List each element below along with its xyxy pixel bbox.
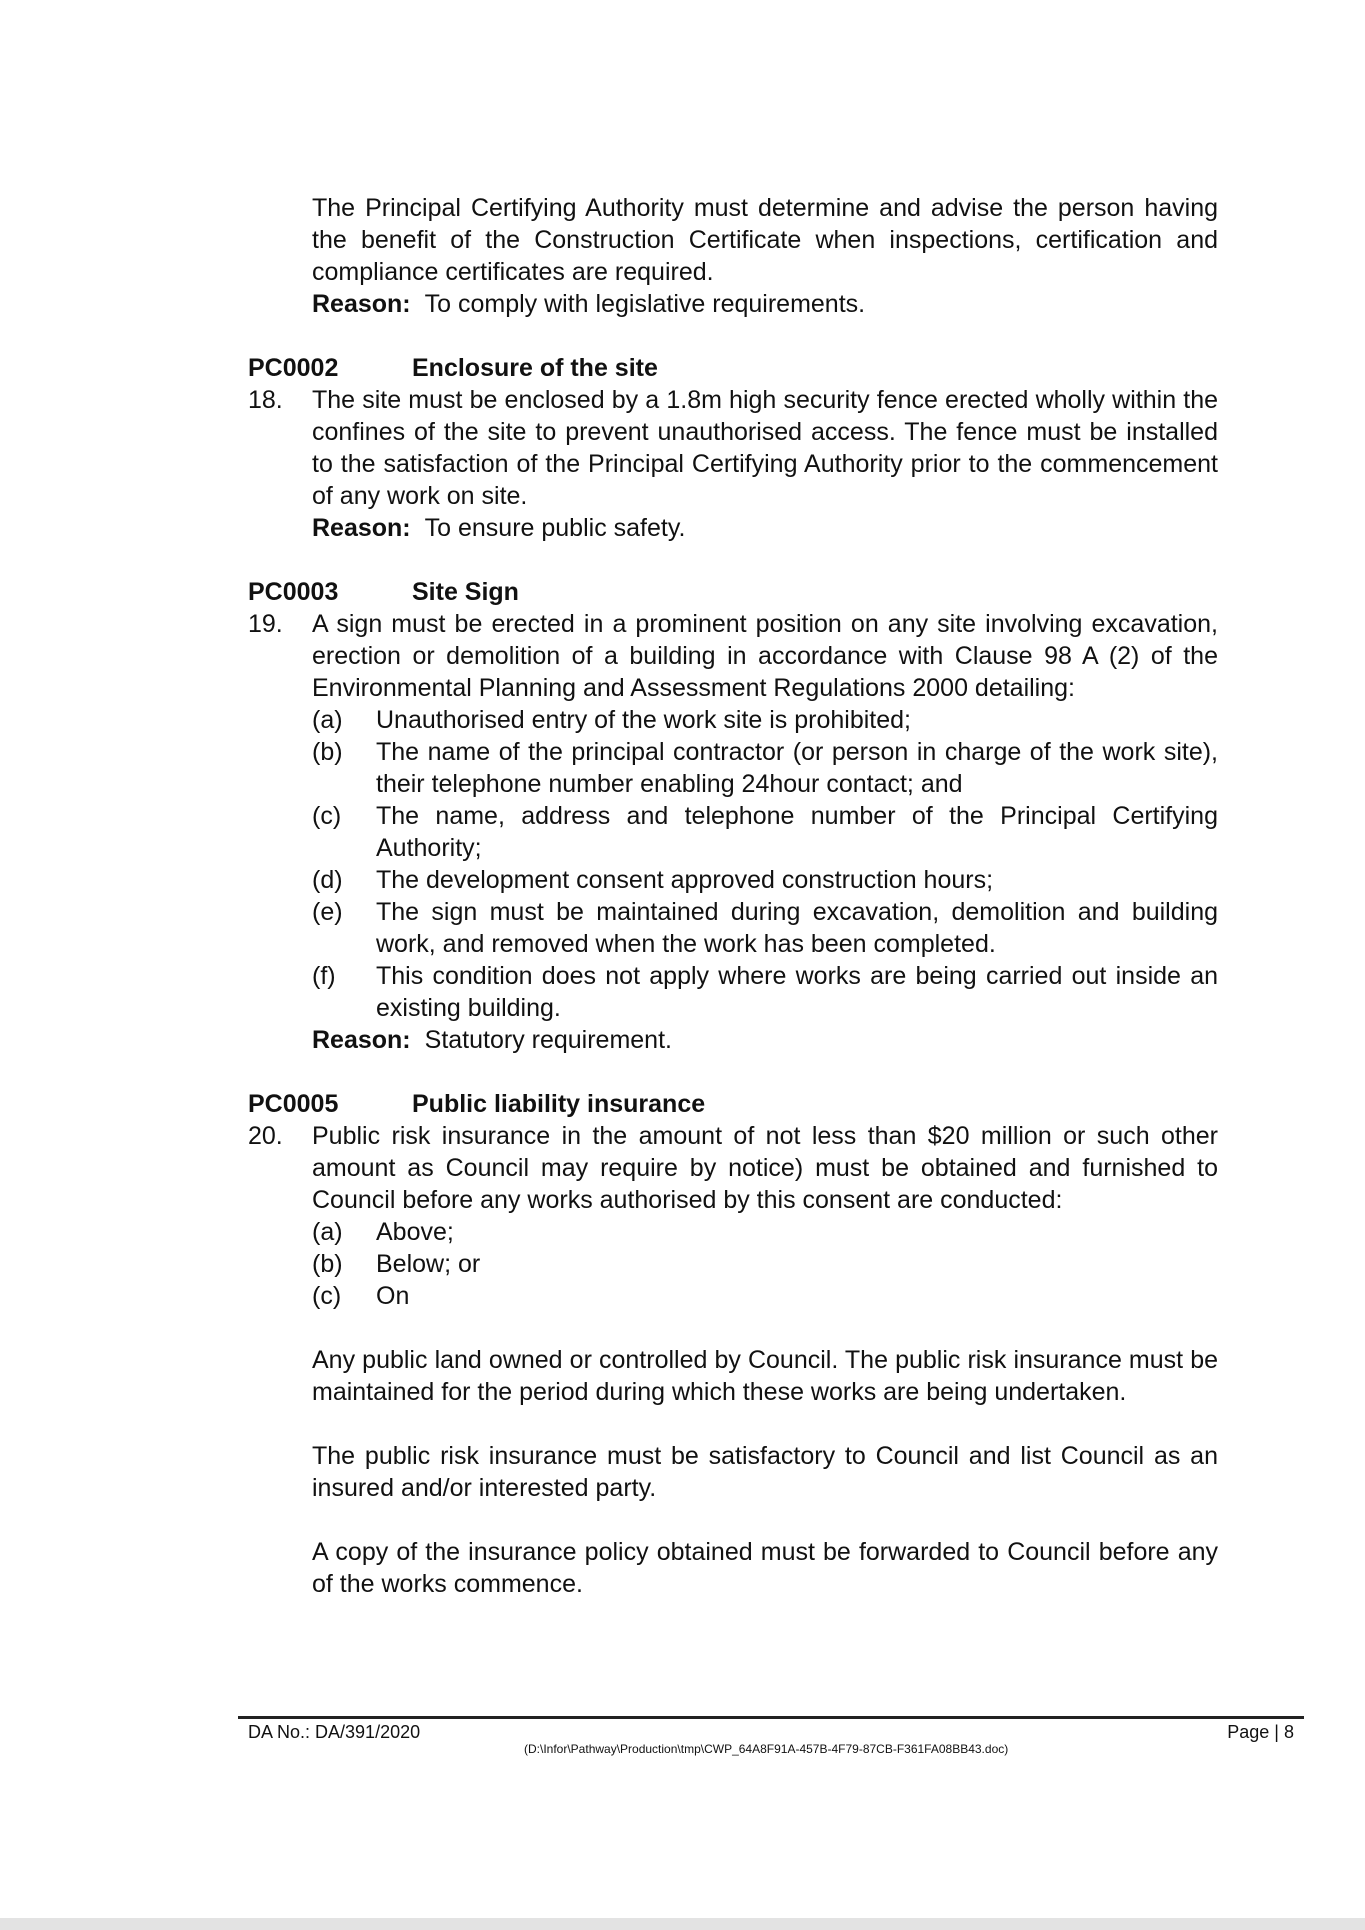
reason-text: Statutory requirement.	[424, 1026, 672, 1054]
sub-list-item	[312, 960, 1218, 1024]
sub-item-text: The sign must be maintained during excavation, demolition and building work, and removed when the work has been completed.	[376, 898, 1218, 958]
condition-item	[248, 608, 1218, 704]
condition-section	[248, 1088, 1218, 1600]
condition-text: Public risk insurance in the amount of not less than $20 million or such other amount as Council may require by notice) must be obtained and furnished to Council before any works authorised by this consent are conducted:	[312, 1122, 1218, 1214]
condition-section	[248, 576, 1218, 1056]
footer-da-number: DA No.: DA/391/2020	[248, 1722, 421, 1742]
sub-item-label: (a)	[312, 706, 343, 734]
sub-item-label: (b)	[312, 738, 343, 766]
sub-item-text: Below; or	[376, 1250, 481, 1278]
footer-page-number: Page | 8	[1227, 1722, 1294, 1742]
section-heading	[248, 1088, 1218, 1120]
sub-list-item	[312, 896, 1218, 960]
condition-reason	[312, 1024, 1218, 1056]
body-paragraph: Any public land owned or controlled by Council. The public risk insurance must be maintained for the period during which these works are being undertaken.	[312, 1346, 1218, 1406]
sub-item-label: (a)	[312, 1218, 343, 1246]
footer-file-path: (D:\Infor\Pathway\Production\tmp\CWP_64A8F91A-457B-4F79-87CB-F361FA08BB43.doc)	[524, 1742, 1009, 1756]
reason-text: To comply with legislative requirements.	[424, 290, 866, 318]
sub-list-item	[312, 1216, 1218, 1248]
condition-item	[248, 384, 1218, 512]
sub-item-label: (f)	[312, 962, 336, 990]
condition-code: PC0005	[248, 1090, 339, 1118]
body-paragraph: The public risk insurance must be satisfactory to Council and list Council as an insured and/or interested party.	[312, 1442, 1218, 1502]
document-body	[248, 192, 1218, 1600]
sub-item-text: The development consent approved construction hours;	[376, 866, 994, 894]
condition-text: A sign must be erected in a prominent position on any site involving excavation, erection or demolition of a building in accordance with Clause 98 A (2) of the Environmental Planning and Assessment Regulations 2000 detailing:	[312, 610, 1218, 702]
condition-number: 18.	[248, 386, 283, 414]
sub-list-item	[312, 800, 1218, 864]
sub-item-label: (e)	[312, 898, 343, 926]
condition-item	[248, 1120, 1218, 1216]
intro-paragraph	[312, 192, 1218, 320]
reason-text: To ensure public safety.	[424, 514, 686, 542]
condition-section	[248, 352, 1218, 544]
sub-item-text: This condition does not apply where works are being carried out inside an existing building.	[376, 962, 1218, 1022]
sub-item-label: (b)	[312, 1250, 343, 1278]
sub-item-text: On	[376, 1282, 410, 1310]
reason-label: Reason:	[312, 290, 411, 318]
sub-list	[312, 704, 1218, 1024]
body-paragraph: A copy of the insurance policy obtained must be forwarded to Council before any of the works commence.	[312, 1538, 1218, 1598]
sub-item-text: The name of the principal contractor (or person in charge of the work site), their telephone number enabling 24hour contact; and	[376, 738, 1218, 798]
bottom-edge-band	[0, 1918, 1365, 1930]
sub-item-label: (c)	[312, 1282, 342, 1310]
intro-text: The Principal Certifying Authority must determine and advise the person having the benefit of the Construction Certificate when inspections, certification and compliance certificates are required.	[312, 194, 1218, 286]
footer-divider	[238, 1716, 1304, 1719]
condition-title: Enclosure of the site	[412, 354, 658, 382]
sub-item-text: The name, address and telephone number of the Principal Certifying Authority;	[376, 802, 1218, 862]
condition-title: Site Sign	[412, 578, 519, 606]
sub-list-item	[312, 864, 1218, 896]
sub-list-item	[312, 736, 1218, 800]
condition-code: PC0003	[248, 578, 339, 606]
condition-title: Public liability insurance	[412, 1090, 706, 1118]
reason-label: Reason:	[312, 514, 411, 542]
sub-list-item	[312, 1248, 1218, 1280]
intro-reason	[312, 288, 1218, 320]
section-heading	[248, 352, 1218, 384]
sub-list-item	[312, 704, 1218, 736]
condition-reason	[312, 512, 1218, 544]
section-heading	[248, 576, 1218, 608]
reason-label: Reason:	[312, 1026, 411, 1054]
sub-item-text: Above;	[376, 1218, 454, 1246]
condition-text: The site must be enclosed by a 1.8m high security fence erected wholly within the confines of the site to prevent unauthorised access. The fence must be installed to the satisfaction of the Principal Certifying Authority prior to the commencement of any work on site.	[312, 386, 1218, 510]
sub-list-item	[312, 1280, 1218, 1312]
condition-number: 20.	[248, 1122, 283, 1150]
sub-list	[312, 1216, 1218, 1312]
sub-item-label: (c)	[312, 802, 342, 830]
condition-code: PC0002	[248, 354, 339, 382]
sub-item-label: (d)	[312, 866, 343, 894]
sub-item-text: Unauthorised entry of the work site is prohibited;	[376, 706, 911, 734]
condition-number: 19.	[248, 610, 283, 638]
